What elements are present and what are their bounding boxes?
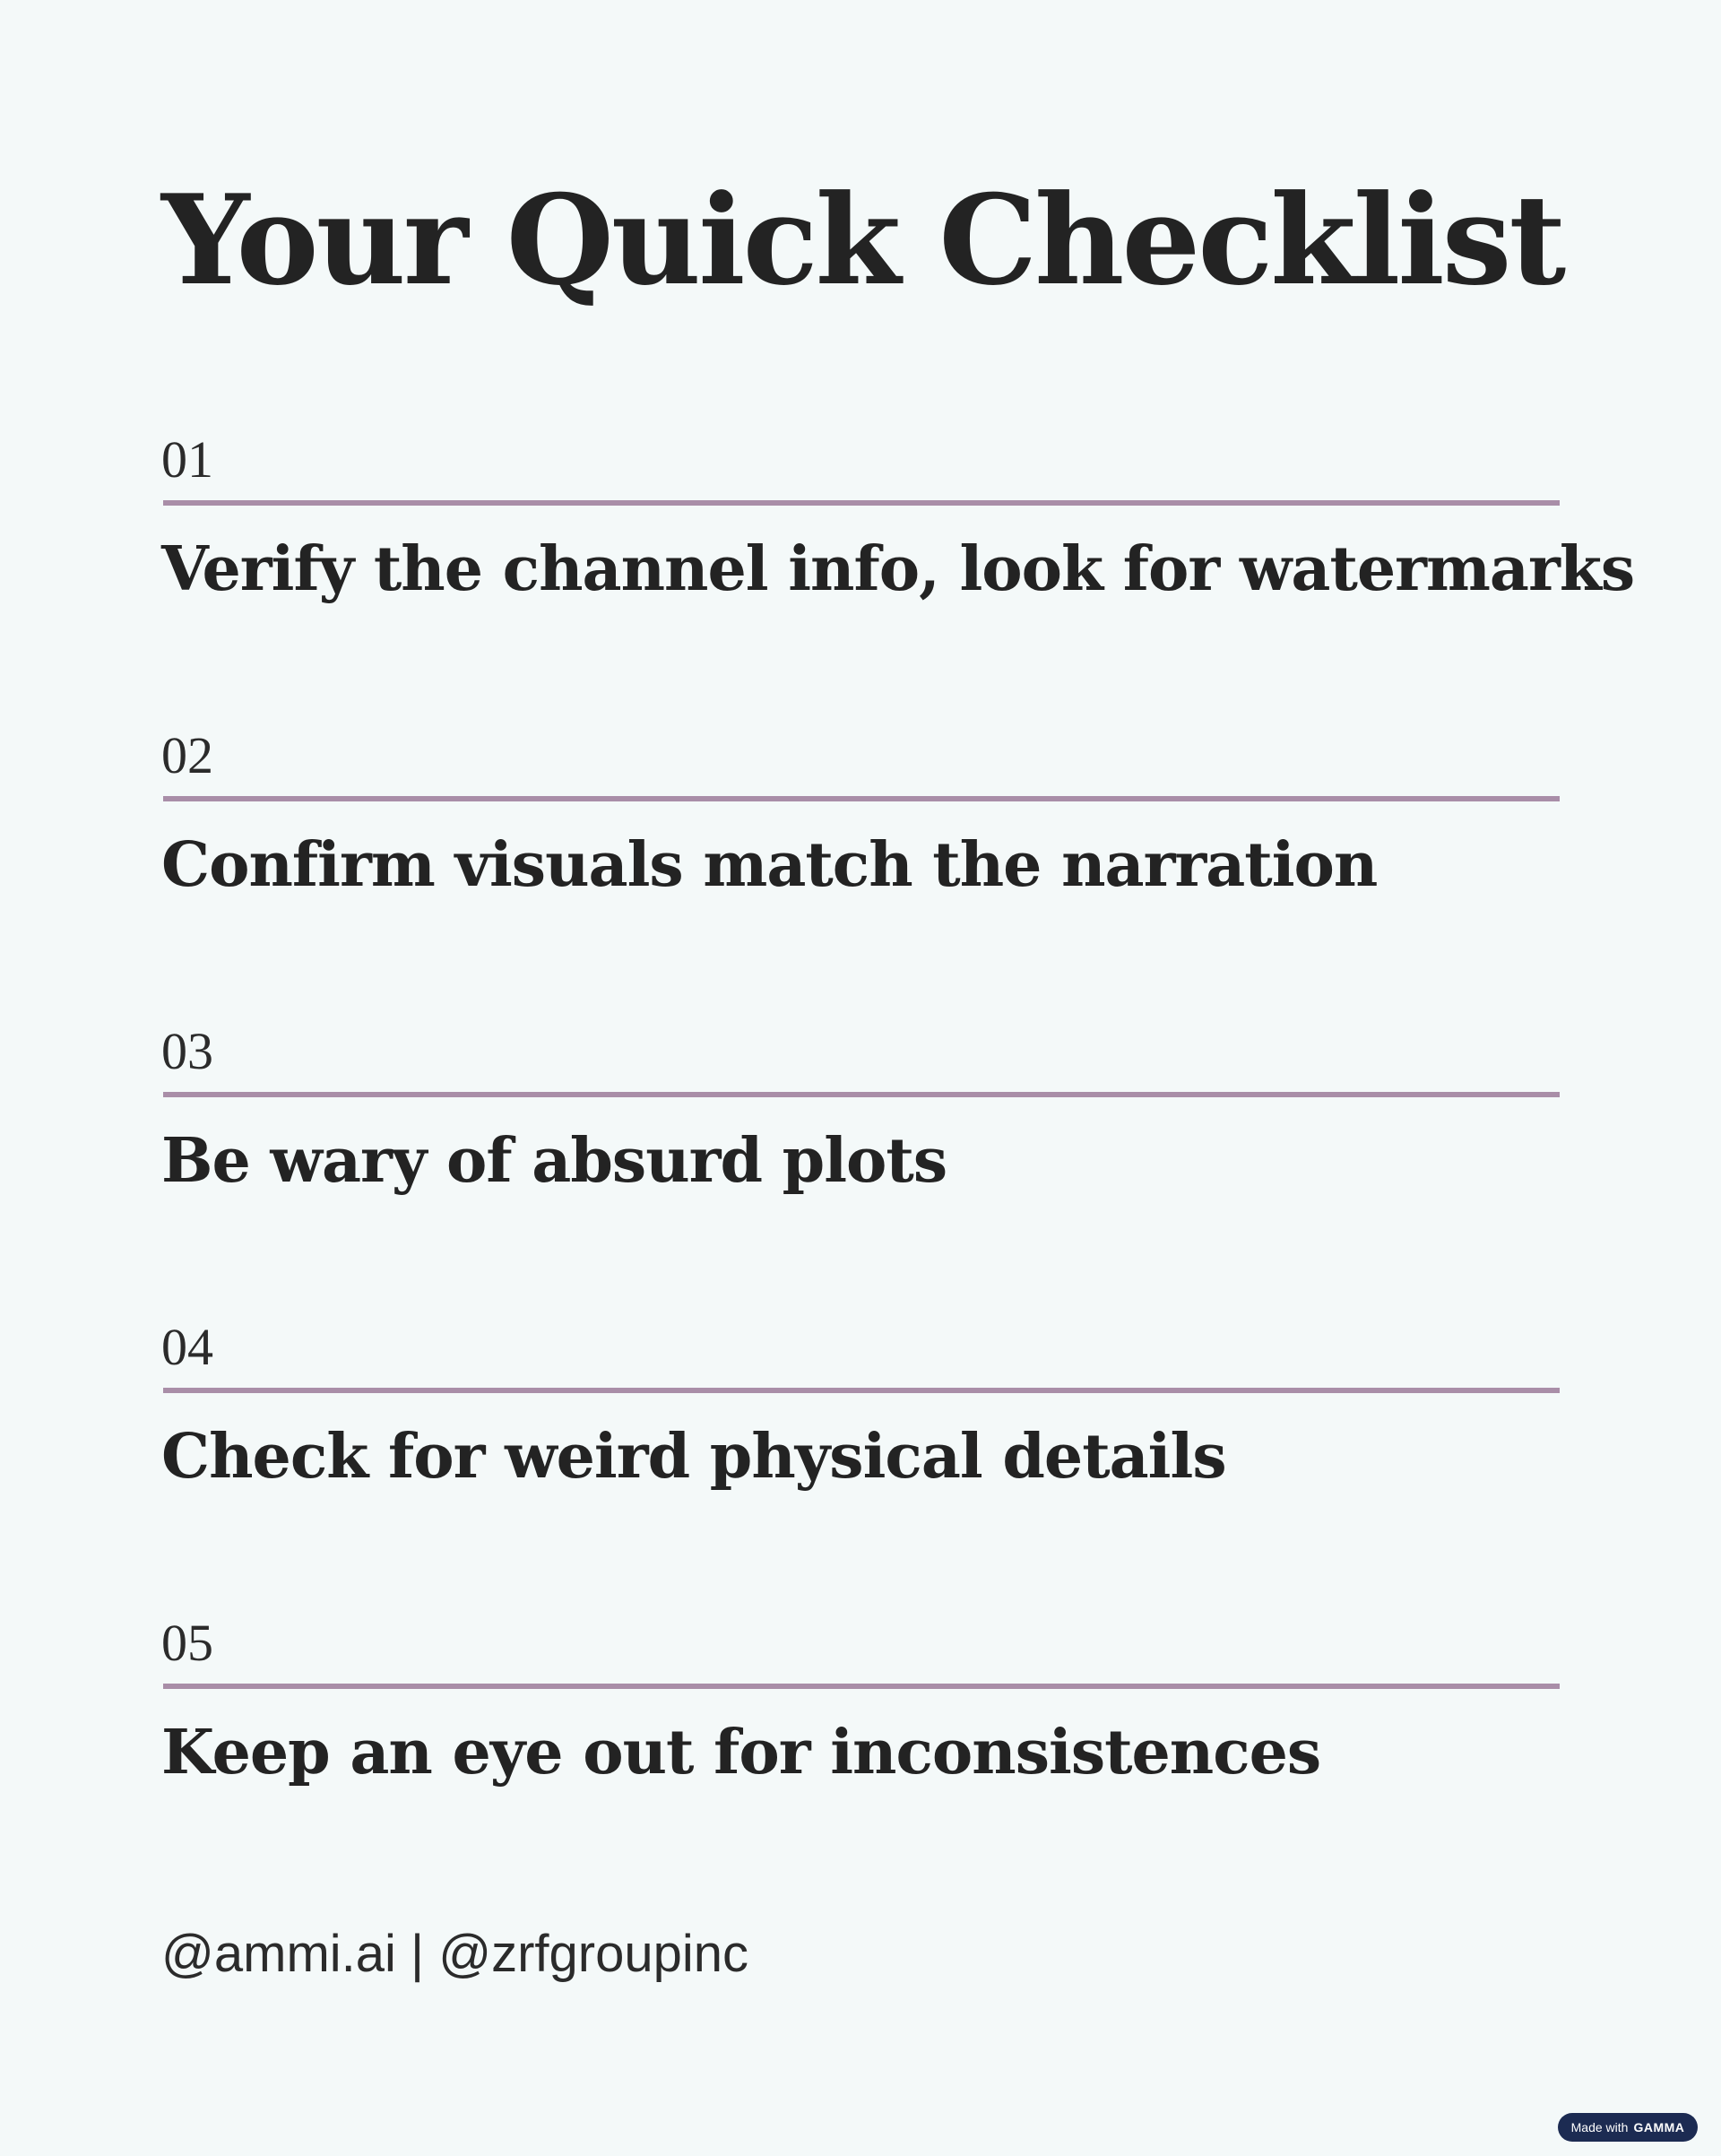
item-text: Verify the channel info, look for watermarks bbox=[161, 533, 1635, 605]
item-number: 01 bbox=[161, 430, 213, 489]
item-divider bbox=[163, 1092, 1560, 1097]
item-number: 03 bbox=[161, 1022, 213, 1080]
item-text: Be wary of absurd plots bbox=[161, 1125, 947, 1197]
item-number: 05 bbox=[161, 1614, 213, 1672]
made-with-gamma-badge[interactable] bbox=[1558, 2113, 1698, 2142]
item-number: 04 bbox=[161, 1318, 213, 1376]
item-divider bbox=[163, 796, 1560, 801]
item-divider bbox=[163, 1388, 1560, 1393]
page-title: Your Quick Checklist bbox=[161, 167, 1564, 313]
footer-handles: @ammi.ai | @zrfgroupinc bbox=[161, 1925, 748, 1983]
item-number: 02 bbox=[161, 726, 213, 784]
item-divider bbox=[163, 500, 1560, 506]
badge-prefix: Made with bbox=[1570, 2120, 1629, 2134]
item-text: Confirm visuals match the narration bbox=[161, 829, 1378, 901]
item-divider bbox=[163, 1684, 1560, 1689]
gamma-logo: GAMMA bbox=[1633, 2120, 1685, 2134]
item-text: Check for weird physical details bbox=[161, 1421, 1226, 1493]
item-text: Keep an eye out for inconsistences bbox=[161, 1717, 1321, 1788]
